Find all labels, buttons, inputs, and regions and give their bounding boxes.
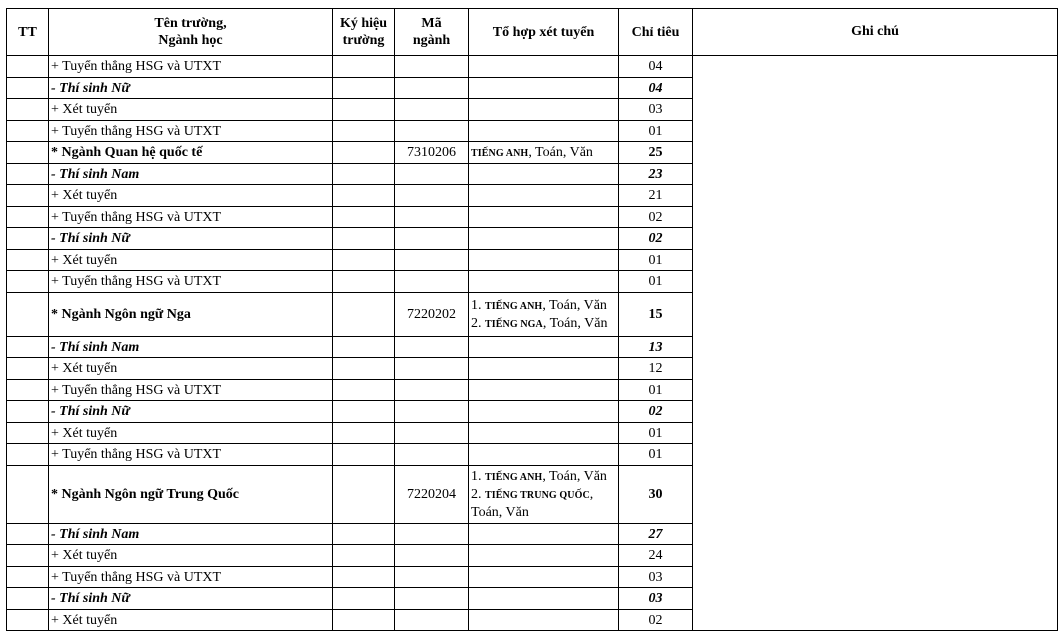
- cell-quota: 01: [619, 250, 693, 271]
- table-body: [7, 56, 1058, 631]
- cell-combo: [469, 610, 619, 631]
- cell-major-code: [395, 164, 469, 185]
- cell-combo: [469, 588, 619, 610]
- cell-quota: 01: [619, 271, 693, 293]
- cell-quota: 01: [619, 444, 693, 466]
- cell-combo: [469, 545, 619, 567]
- cell-school-code: [333, 293, 395, 337]
- cell-major-code: [395, 444, 469, 466]
- cell-tt: [7, 337, 49, 358]
- cell-major-code: [395, 358, 469, 380]
- cell-name: + Tuyển thẳng HSG và UTXT: [49, 380, 333, 401]
- combo-other-subjects: Toán, Văn: [471, 505, 529, 520]
- cell-combo: [469, 423, 619, 444]
- cell-combo: [469, 524, 619, 545]
- cell-major-code: [395, 78, 469, 99]
- cell-school-code: [333, 207, 395, 228]
- cell-school-code: [333, 466, 395, 524]
- cell-school-code: [333, 380, 395, 401]
- cell-major-code: [395, 271, 469, 293]
- cell-tt: [7, 56, 49, 78]
- combo-line: [471, 504, 616, 521]
- cell-major-code: [395, 207, 469, 228]
- cell-quota: 30: [619, 466, 693, 524]
- cell-quota: 03: [619, 99, 693, 121]
- combo-language-subject: TIẾNG ANH: [471, 147, 529, 159]
- cell-quota: 21: [619, 185, 693, 207]
- cell-combo: [469, 466, 619, 524]
- cell-major-code: [395, 567, 469, 588]
- cell-major-code: 7220204: [395, 466, 469, 524]
- cell-tt: [7, 401, 49, 423]
- cell-combo: [469, 444, 619, 466]
- header-quota: Chỉ tiêu: [619, 9, 693, 56]
- header-school-code-line1: Ký hiệu: [339, 16, 388, 31]
- cell-major-code: [395, 401, 469, 423]
- cell-name: + Xét tuyển: [49, 99, 333, 121]
- cell-name: - Thí sinh Nữ: [49, 78, 333, 99]
- cell-major-code: [395, 588, 469, 610]
- cell-quota: 03: [619, 588, 693, 610]
- cell-tt: [7, 610, 49, 631]
- cell-tt: [7, 78, 49, 99]
- combo-other-subjects: , Toán, Văn: [542, 469, 607, 484]
- cell-major-code: [395, 337, 469, 358]
- cell-combo: [469, 228, 619, 250]
- cell-school-code: [333, 610, 395, 631]
- cell-major-code: [395, 121, 469, 142]
- cell-combo: [469, 401, 619, 423]
- cell-school-code: [333, 567, 395, 588]
- combo-language-subject: TIẾNG ANH: [485, 472, 543, 483]
- combo-other-subjects: , Toán, Văn: [528, 144, 593, 160]
- cell-tt: [7, 524, 49, 545]
- cell-name: - Thí sinh Nữ: [49, 228, 333, 250]
- combo-language-subject: TIẾNG NGA: [485, 318, 543, 330]
- cell-combo: [469, 358, 619, 380]
- header-major-code: [395, 9, 469, 56]
- cell-quota: 24: [619, 545, 693, 567]
- cell-name: - Thí sinh Nam: [49, 164, 333, 185]
- cell-quota: 03: [619, 567, 693, 588]
- cell-quota: 01: [619, 380, 693, 401]
- cell-school-code: [333, 401, 395, 423]
- cell-name: + Xét tuyển: [49, 250, 333, 271]
- cell-major-code: [395, 56, 469, 78]
- combo-other-subjects: , Toán, Văn: [542, 297, 607, 313]
- cell-name: + Xét tuyển: [49, 358, 333, 380]
- combo-line: [471, 486, 616, 504]
- cell-name: + Tuyển thẳng HSG và UTXT: [49, 56, 333, 78]
- cell-tt: [7, 588, 49, 610]
- cell-quota: 01: [619, 423, 693, 444]
- cell-school-code: [333, 99, 395, 121]
- cell-school-code: [333, 337, 395, 358]
- cell-quota: 25: [619, 142, 693, 164]
- combo-language-subject: TIẾNG TRUNG QUỐC: [485, 490, 590, 501]
- combo-line: [471, 297, 616, 315]
- cell-name: + Xét tuyển: [49, 185, 333, 207]
- cell-tt: [7, 466, 49, 524]
- header-name-line1: Tên trường,: [154, 16, 227, 31]
- cell-tt: [7, 293, 49, 337]
- cell-combo: [469, 78, 619, 99]
- cell-combo: [469, 380, 619, 401]
- cell-major-code: [395, 185, 469, 207]
- cell-tt: [7, 164, 49, 185]
- cell-name: + Xét tuyển: [49, 423, 333, 444]
- cell-school-code: [333, 56, 395, 78]
- cell-combo: [469, 142, 619, 164]
- cell-school-code: [333, 588, 395, 610]
- cell-quota: 02: [619, 401, 693, 423]
- combo-line: [471, 315, 616, 333]
- cell-school-code: [333, 444, 395, 466]
- header-combo: Tổ hợp xét tuyển: [469, 9, 619, 56]
- header-note: Ghi chú: [693, 9, 1058, 56]
- cell-school-code: [333, 164, 395, 185]
- cell-name: - Thí sinh Nam: [49, 524, 333, 545]
- header-school-code-line2: trường: [342, 33, 385, 48]
- cell-tt: [7, 380, 49, 401]
- cell-major-code: 7310206: [395, 142, 469, 164]
- cell-school-code: [333, 185, 395, 207]
- cell-combo: [469, 337, 619, 358]
- cell-tt: [7, 142, 49, 164]
- combo-index: 2.: [471, 487, 485, 502]
- cell-tt: [7, 99, 49, 121]
- header-major-code-line2: ngành: [412, 33, 451, 48]
- combo-index: 2.: [471, 315, 485, 331]
- header-name-line2: Ngành học: [158, 33, 223, 48]
- cell-major-code: [395, 380, 469, 401]
- cell-quota: 12: [619, 358, 693, 380]
- cell-note: [693, 56, 1058, 631]
- cell-tt: [7, 545, 49, 567]
- header-school-code: [333, 9, 395, 56]
- cell-combo: [469, 271, 619, 293]
- cell-school-code: [333, 358, 395, 380]
- combo-index: 1.: [471, 469, 485, 484]
- cell-school-code: [333, 228, 395, 250]
- cell-school-code: [333, 250, 395, 271]
- cell-name: + Tuyển thẳng HSG và UTXT: [49, 121, 333, 142]
- cell-major-code: [395, 99, 469, 121]
- combo-line: [471, 468, 616, 486]
- combo-other-subjects: , Toán, Văn: [542, 315, 608, 331]
- cell-name: + Tuyển thẳng HSG và UTXT: [49, 207, 333, 228]
- table-row: [7, 56, 1058, 78]
- cell-name: * Ngành Ngôn ngữ Nga: [49, 293, 333, 337]
- cell-major-code: [395, 228, 469, 250]
- cell-name: + Xét tuyển: [49, 545, 333, 567]
- cell-quota: 01: [619, 121, 693, 142]
- cell-school-code: [333, 423, 395, 444]
- cell-school-code: [333, 142, 395, 164]
- cell-major-code: [395, 250, 469, 271]
- cell-tt: [7, 121, 49, 142]
- cell-combo: [469, 567, 619, 588]
- cell-name: + Tuyển thẳng HSG và UTXT: [49, 271, 333, 293]
- cell-combo: [469, 185, 619, 207]
- combo-index: 1.: [471, 297, 485, 313]
- header-tt: TT: [7, 9, 49, 56]
- cell-school-code: [333, 121, 395, 142]
- cell-school-code: [333, 545, 395, 567]
- cell-combo: [469, 164, 619, 185]
- cell-major-code: [395, 524, 469, 545]
- cell-tt: [7, 228, 49, 250]
- cell-tt: [7, 567, 49, 588]
- combo-other-subjects: ,: [589, 487, 594, 502]
- cell-quota: 04: [619, 78, 693, 99]
- cell-quota: 27: [619, 524, 693, 545]
- cell-combo: [469, 99, 619, 121]
- cell-quota: 02: [619, 228, 693, 250]
- cell-name: + Tuyển thẳng HSG và UTXT: [49, 444, 333, 466]
- cell-major-code: [395, 545, 469, 567]
- cell-name: * Ngành Ngôn ngữ Trung Quốc: [49, 466, 333, 524]
- cell-quota: 02: [619, 207, 693, 228]
- cell-major-code: 7220202: [395, 293, 469, 337]
- cell-tt: [7, 423, 49, 444]
- cell-tt: [7, 207, 49, 228]
- cell-quota: 23: [619, 164, 693, 185]
- cell-name: - Thí sinh Nam: [49, 337, 333, 358]
- cell-tt: [7, 444, 49, 466]
- cell-name: * Ngành Quan hệ quốc tế: [49, 142, 333, 164]
- cell-quota: 04: [619, 56, 693, 78]
- cell-combo: [469, 207, 619, 228]
- cell-quota: 13: [619, 337, 693, 358]
- cell-name: + Xét tuyển: [49, 610, 333, 631]
- cell-tt: [7, 250, 49, 271]
- cell-school-code: [333, 524, 395, 545]
- cell-name: - Thí sinh Nữ: [49, 401, 333, 423]
- cell-name: - Thí sinh Nữ: [49, 588, 333, 610]
- cell-combo: [469, 56, 619, 78]
- header-row: [7, 9, 1058, 56]
- cell-tt: [7, 185, 49, 207]
- cell-combo: [469, 293, 619, 337]
- cell-school-code: [333, 78, 395, 99]
- header-major-code-line1: Mã: [421, 16, 442, 31]
- cell-combo: [469, 121, 619, 142]
- combo-language-subject: TIẾNG ANH: [485, 300, 543, 312]
- header-name: [49, 9, 333, 56]
- cell-tt: [7, 358, 49, 380]
- combo-line: [471, 144, 616, 162]
- cell-school-code: [333, 271, 395, 293]
- cell-major-code: [395, 610, 469, 631]
- cell-name: + Tuyển thẳng HSG và UTXT: [49, 567, 333, 588]
- cell-tt: [7, 271, 49, 293]
- cell-quota: 02: [619, 610, 693, 631]
- admission-quota-table: [6, 8, 1058, 631]
- cell-combo: [469, 250, 619, 271]
- cell-quota: 15: [619, 293, 693, 337]
- cell-major-code: [395, 423, 469, 444]
